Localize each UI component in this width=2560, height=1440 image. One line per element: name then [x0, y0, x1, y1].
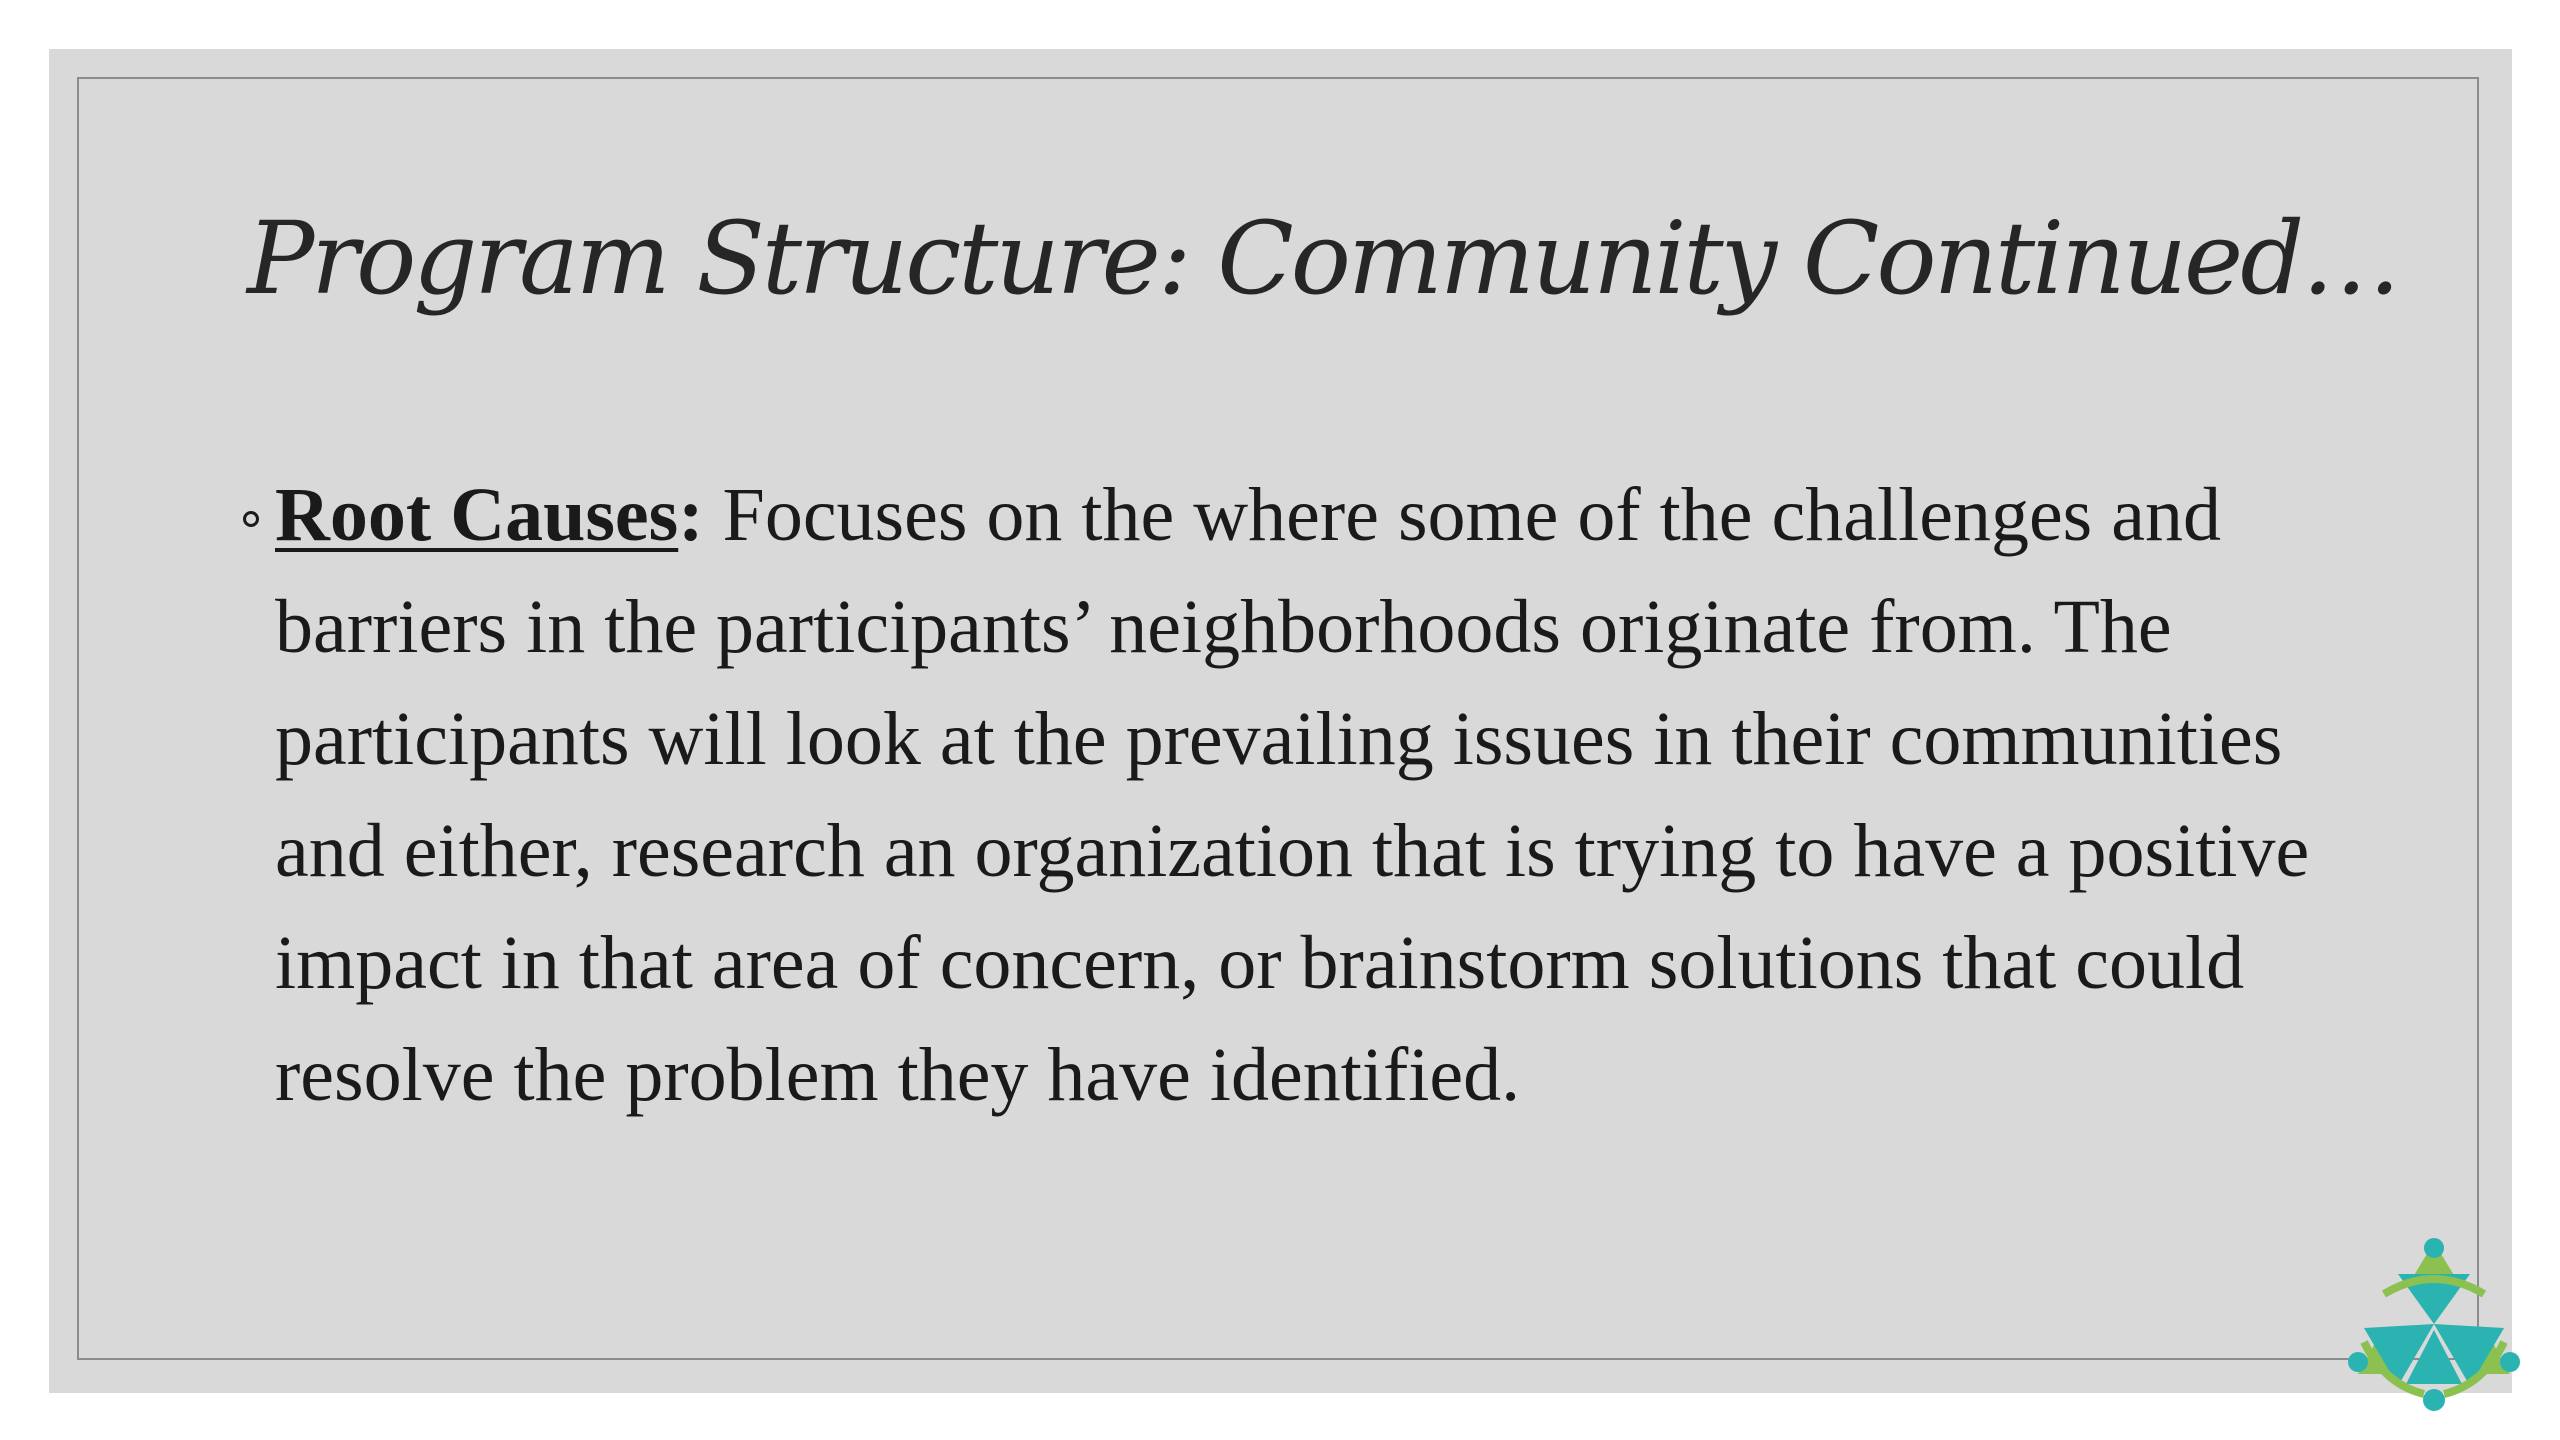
bullet-label-colon: :: [678, 473, 704, 557]
bullet-label: [275, 473, 704, 557]
bullet-label-text: Root Causes: [275, 473, 679, 557]
hollow-circle-bullet-icon: [243, 511, 259, 527]
slide-title: Program Structure: Community Continued…: [247, 200, 2399, 317]
bullet-item: [243, 459, 2383, 1131]
slide: [49, 49, 2512, 1393]
bullet-paragraph: [275, 459, 2383, 1131]
community-people-star-icon: [2344, 1234, 2524, 1414]
bullet-body-text: Focuses on the where some of the challenges and barriers in the participants’ neighborhoods originate from. The participants will look at the prevailing issues in their communities and either, research an organization that is trying to have a positive impact in that area of concern, or brainstorm solutions that could resolve the problem they have identified.: [275, 473, 2310, 1117]
